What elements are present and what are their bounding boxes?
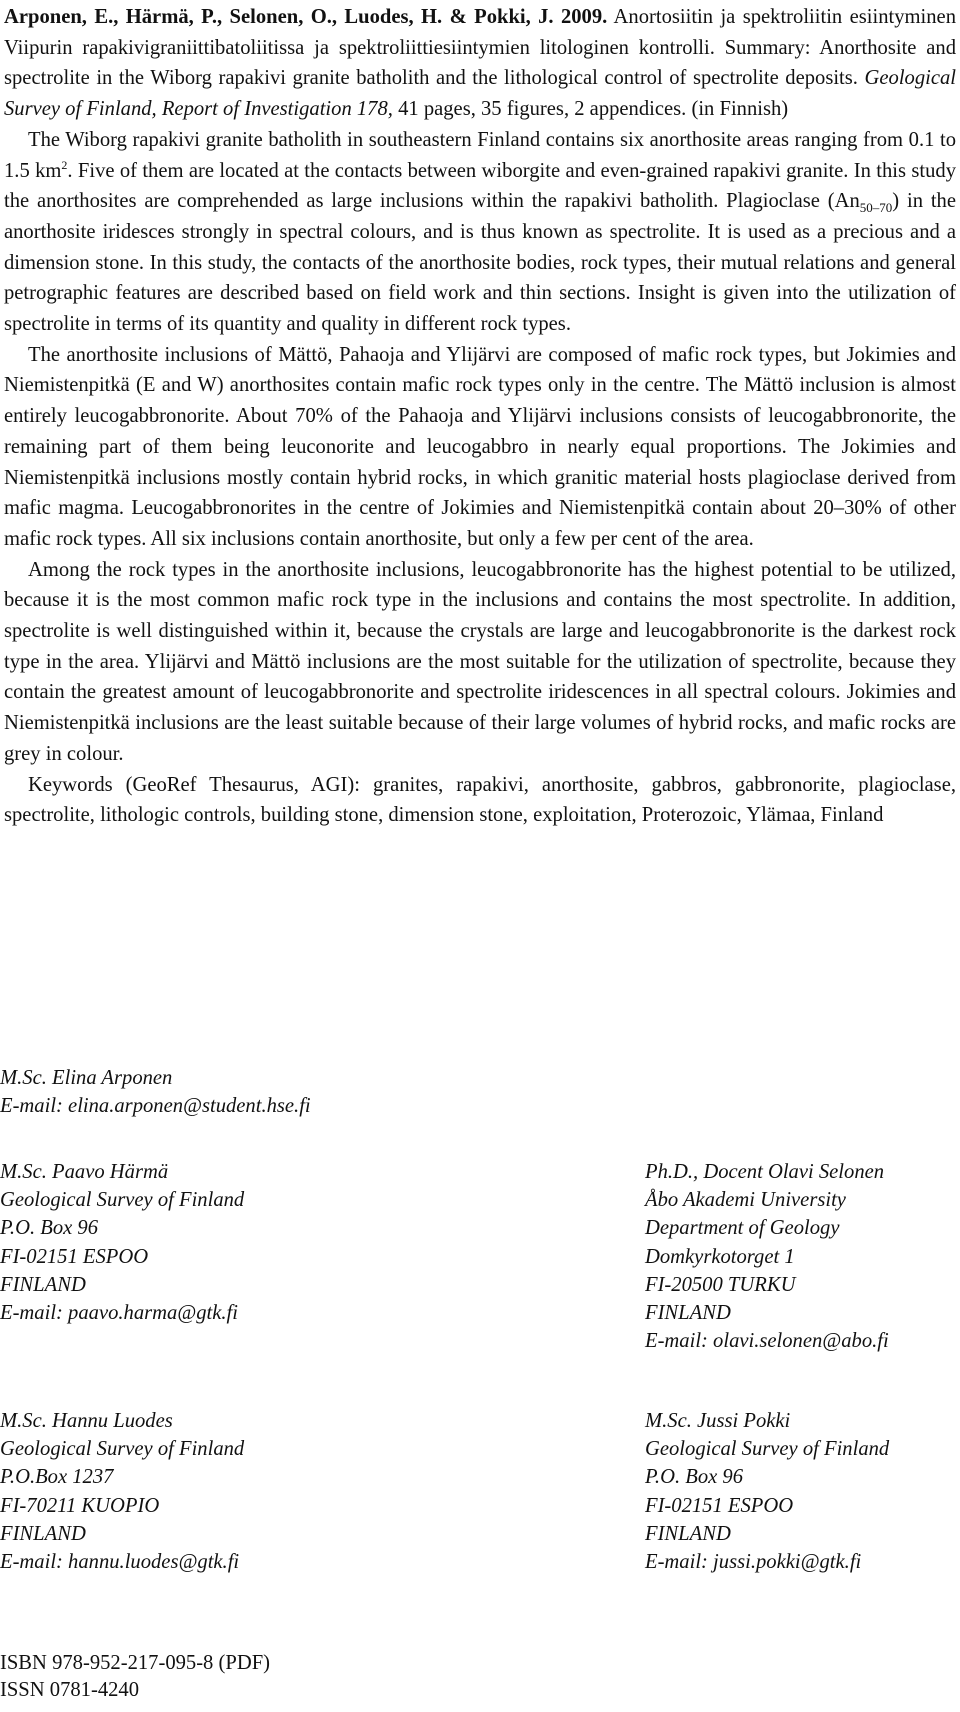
citation — [4, 0, 956, 125]
contact-organization: Geological Survey of Finland — [0, 1189, 245, 1212]
contact-luodes — [0, 1407, 244, 1576]
issn: ISSN 0781-4240 — [0, 1679, 140, 1701]
contact-country: FINLAND — [0, 1273, 86, 1296]
contact-email: E-mail: olavi.selonen@abo.fi — [645, 1330, 889, 1353]
abstract-p1-part-b: . Five of them are located at the contacts between wiborgite and even-grained rapakivi granite. In this study the anorthosites are comprehended as large inclusions within the rapakivi batholith. Plagioclase (An — [4, 159, 956, 213]
abstract-paragraph-1 — [4, 125, 956, 340]
contact-postal-code: FI-02151 ESPOO — [0, 1245, 149, 1268]
contact-email: E-mail: jussi.pokki@gtk.fi — [645, 1551, 862, 1574]
contact-name: M.Sc. Hannu Luodes — [0, 1410, 173, 1432]
contact-address-line: P.O. Box 96 — [645, 1466, 744, 1489]
contact-country: FINLAND — [0, 1522, 86, 1545]
contact-pokki — [645, 1407, 889, 1576]
document-page — [4, 0, 956, 831]
contact-harma — [0, 1158, 244, 1327]
isbn-block — [0, 1650, 270, 1704]
contact-address-line: Domkyrkotorget 1 — [645, 1245, 795, 1268]
contact-email: E-mail: paavo.harma@gtk.fi — [0, 1302, 239, 1325]
citation-authors: Arponen, E., Härmä, P., Selonen, O., Luodes, H. & Pokki, J. 2009. — [4, 6, 608, 28]
contact-postal-code: FI-02151 ESPOO — [645, 1494, 794, 1517]
contact-selonen — [645, 1158, 889, 1355]
isbn: ISBN 978-952-217-095-8 (PDF) — [0, 1652, 271, 1674]
contact-name: M.Sc. Paavo Härmä — [0, 1161, 169, 1183]
contact-organization: Geological Survey of Finland — [645, 1438, 890, 1461]
superscript-2: 2 — [61, 157, 68, 172]
contact-email: E-mail: hannu.luodes@gtk.fi — [0, 1551, 240, 1574]
contact-organization: Åbo Akademi University — [645, 1189, 846, 1212]
citation-title-fi: Anortosiitin ja spektroliitin esiintyminen Viipurin rapakivigraniittibatoliitissa ja spektroliittiesiintymien litologinen kontrolli. — [4, 6, 956, 59]
contact-country: FINLAND — [645, 1302, 731, 1325]
abstract-paragraph-2: The anorthosite inclusions of Mättö, Pahaoja and Ylijärvi are composed of mafic rock types, but Jokimies and Niemistenpitkä (E and W) anorthosites contain mafic rock types only in the centre. The Mättö inclusion is almost entirely leucogabbronorite. About 70% of the Pahaoja and Ylijärvi inclusions consists of leucogabbronorite, the remaining part of them being leuconorite and leucogabbro in nearly equal proportions. The Jokimies and Niemistenpitkä inclusions mostly contain hybrid rocks, in which granitic material hosts plagioclase derived from mafic magma. Leucogabbronorites in the centre of Jokimies and Niemistenpitkä contain about 20–30% of other mafic rock types. All six inclusions contain anorthosite, but only a few per cent of the area. — [4, 343, 956, 550]
contact-address-line: P.O. Box 96 — [0, 1217, 99, 1240]
contact-department: Department of Geology — [645, 1217, 840, 1240]
keywords: Keywords (GeoRef Thesaurus, AGI): granites, rapakivi, anorthosite, gabbros, gabbronorite, plagioclase, spectrolite, lithologic controls, building stone, dimension stone, exploitation, Proterozoic, Ylämaa, Finland — [4, 773, 956, 827]
abstract-paragraph-3: Among the rock types in the anorthosite inclusions, leucogabbronorite has the highest potential to be utilized, because it is the most common mafic rock type in the inclusions and contains the most spectrolite. In addition, spectrolite is well distinguished within it, because the crystals are large and leucogabbronorite is the darkest rock type in the area. Ylijärvi and Mättö inclusions are the most suitable for the utilization of spectrolite, because they contain the greatest amount of leucogabbronorite and spectrolite iridescences in all spectral colours. Jokimies and Niemistenpitkä inclusions are the least suitable because of their large volumes of hybrid rocks, and mafic rocks are grey in colour. — [4, 558, 956, 765]
contact-arponen — [0, 1064, 311, 1120]
contact-name: M.Sc. Jussi Pokki — [645, 1410, 791, 1432]
citation-details: 41 pages, 35 figures, 2 appendices. (in Finnish) — [392, 98, 789, 121]
abstract-p1-part-a: The Wiborg rapakivi granite batholith in southeastern Finland contains six anorthosite areas ranging from 0.1 to 1.5 km — [4, 128, 956, 182]
subscript-an-range: 50–70 — [859, 200, 893, 216]
contact-organization: Geological Survey of Finland — [0, 1438, 245, 1461]
contact-name: Ph.D., Docent Olavi Selonen — [645, 1161, 885, 1183]
contact-name: M.Sc. Elina Arponen — [0, 1067, 173, 1089]
contact-postal-code: FI-20500 TURKU — [645, 1273, 796, 1296]
citation-summary-title: Summary: Anorthosite and spectrolite in the Wiborg rapakivi granite batholith and the lithological control of spectrolite deposits. — [4, 36, 956, 90]
contact-country: FINLAND — [645, 1522, 731, 1545]
citation-series: Geological Survey of Finland, Report of Investigation 178, — [4, 67, 957, 121]
contact-postal-code: FI-70211 KUOPIO — [0, 1494, 160, 1517]
contact-email: E-mail: elina.arponen@student.hse.fi — [0, 1095, 311, 1118]
abstract-p1-part-c: ) in the anorthosite iridesces strongly in spectral colours, and is thus known as spectrolite. It is used as a precious and a dimension stone. In this study, the contacts of the anorthosite bodies, rock types, their mutual relations and general petrographic features are described based on field work and thin sections. Insight is given into the utilization of spectrolite in terms of its quantity and quality in different rock types. — [4, 190, 956, 336]
contact-address-line: P.O.Box 1237 — [0, 1466, 114, 1489]
